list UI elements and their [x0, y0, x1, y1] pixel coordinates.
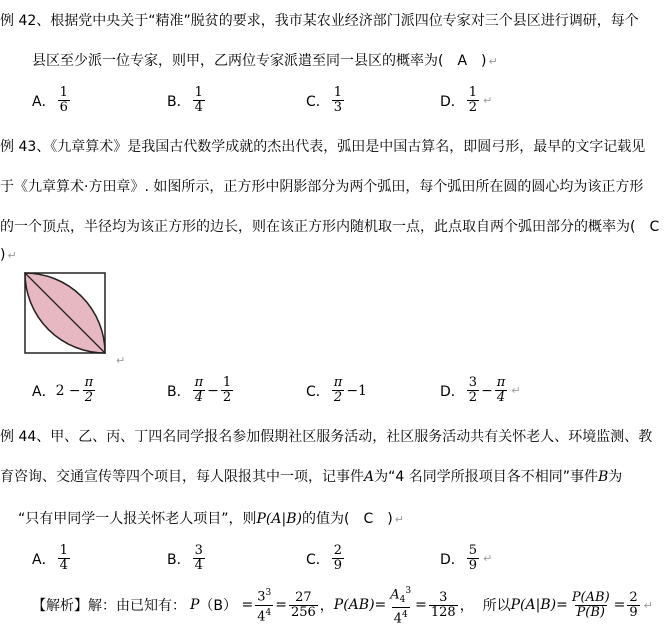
q44-text2a: 育咨询、交通宣传等四个项目，每人限报其中一项，记事件	[0, 469, 364, 485]
exponent: 3	[265, 588, 272, 599]
fraction	[193, 544, 205, 573]
event-b: B	[598, 469, 609, 485]
q43-option-d	[440, 376, 521, 405]
denominator: 4	[194, 558, 203, 573]
return-mark-icon: ↵	[643, 598, 653, 612]
prob-a-given-b: P(A|B)	[510, 597, 557, 614]
denominator: 4	[194, 390, 204, 405]
numerator: 27	[295, 589, 312, 605]
numerator: 1	[194, 85, 203, 100]
expr-pre: 2 −	[55, 382, 81, 399]
numerator: 2	[629, 589, 638, 605]
numerator: 1	[468, 85, 478, 100]
fraction	[332, 544, 344, 573]
expr-post: −1	[346, 382, 367, 399]
q42-option-c	[306, 86, 346, 115]
return-mark-icon: ↵	[394, 513, 404, 526]
fraction	[83, 376, 96, 405]
numerator: 3	[194, 543, 203, 558]
q42-option-b	[167, 86, 207, 115]
analysis-text2: 所以	[482, 598, 511, 615]
q44-line2	[0, 468, 622, 486]
numerator: P(AB)	[571, 589, 610, 605]
denominator: 2	[84, 390, 94, 405]
numerator: π	[333, 375, 343, 390]
q44-text2b: 为“4 名同学所报项目各不相同”事件	[374, 469, 598, 485]
event-a: A	[364, 469, 375, 485]
denominator: 2	[222, 390, 232, 405]
q44-text3a: “只有甲同学一人报关怀老人项目”，则	[18, 511, 257, 527]
fraction	[429, 591, 458, 620]
fraction	[627, 591, 639, 620]
option-label: B．	[167, 93, 191, 110]
q44-option-c	[306, 544, 346, 573]
q43-option-a	[32, 376, 97, 405]
arc-field-figure	[24, 272, 106, 354]
q42-line1	[0, 12, 639, 30]
fraction	[388, 584, 413, 626]
q44-text2c: 为	[608, 469, 623, 485]
base: 3	[257, 589, 266, 605]
arrangement-a: A	[390, 587, 400, 603]
numerator: 1	[59, 543, 68, 558]
q43-option-c	[306, 376, 367, 405]
option-label: D．	[440, 383, 465, 400]
analysis-tag: 【解析】	[32, 598, 88, 615]
q42-text2: 县区至少派一位专家，则甲，乙两位专家派遣至同一县区的概率为( A )	[32, 53, 487, 69]
prob-ab: P(AB)	[333, 597, 375, 614]
denominator: 9	[333, 558, 343, 573]
fraction	[467, 544, 479, 573]
return-mark-icon: ↵	[483, 94, 493, 107]
numerator: 1	[222, 375, 232, 390]
return-mark-icon: ↵	[483, 552, 493, 565]
denominator: 3	[333, 100, 343, 115]
return-mark-icon: ↵	[511, 384, 521, 397]
option-label: D．	[440, 93, 465, 110]
option-label: C．	[306, 551, 330, 568]
q43-text3: 的一个顶点，半径均为该正方形的边长，则在该正方形内随机取一点，此点取自两个弧田部分的概率为( C	[0, 219, 660, 235]
fraction	[332, 376, 345, 405]
denominator	[255, 605, 273, 624]
denominator: 4	[496, 390, 506, 405]
option-label: C．	[306, 93, 330, 110]
denominator: 128	[430, 604, 456, 620]
q44-option-a	[32, 544, 72, 573]
denominator: 4	[194, 100, 203, 115]
numerator: 3	[468, 375, 478, 390]
fraction	[289, 591, 318, 620]
option-label: C．	[306, 383, 330, 400]
q43-line4	[0, 246, 17, 265]
q43-text1: 例 43、《九章算术》是我国古代数学成就的杰出代表，弧田是中国古算名，即圆弓形，最早的文字记载见	[0, 139, 646, 155]
option-label: B．	[167, 551, 191, 568]
numerator: π	[496, 375, 506, 390]
fraction	[495, 376, 508, 405]
q44-text3b: 的值为( C )	[301, 511, 393, 527]
return-mark-icon: ↵	[116, 354, 126, 367]
conditional-prob: P(A|B)	[256, 511, 302, 527]
q43-line3	[0, 218, 659, 236]
numerator: 2	[333, 543, 343, 558]
q43-text4: )	[0, 247, 6, 263]
q44-option-b	[167, 544, 207, 573]
numerator: 3	[439, 589, 448, 605]
base: 4	[393, 611, 402, 626]
q43-line1	[0, 138, 645, 156]
q44-option-d	[440, 544, 492, 573]
return-mark-icon: ↵	[488, 55, 498, 68]
event-b-paren: （B）	[199, 598, 238, 615]
exponent: 4	[265, 607, 272, 618]
q44-line1	[0, 428, 652, 446]
minus-sign: −	[481, 382, 493, 399]
superscript: 3	[405, 586, 412, 596]
q44-text1: 例 44、甲、乙、丙、丁四名同学报名参加假期社区服务活动，社区服务活动共有关怀老人、环境监测、教	[0, 429, 653, 445]
fraction	[58, 544, 70, 573]
fraction	[570, 591, 612, 620]
denominator: 4	[59, 558, 68, 573]
numerator: 1	[333, 85, 343, 100]
exponent: 4	[401, 609, 408, 620]
base: 4	[257, 608, 266, 624]
numerator: π	[84, 375, 94, 390]
fraction	[467, 376, 479, 405]
numerator: 1	[59, 85, 68, 100]
fraction	[58, 86, 70, 115]
denominator: 2	[468, 100, 478, 115]
denominator: 256	[290, 604, 316, 620]
q43-text2: 于《九章算术·方田章》. 如图所示，正方形中阴影部分为两个弧田，每个弧田所在圆的圆心均为该正方形	[0, 179, 644, 195]
prob-p: P	[190, 597, 200, 614]
numerator	[255, 586, 273, 604]
q42-option-d	[440, 86, 492, 115]
q42-option-a	[32, 86, 72, 115]
option-label: A．	[32, 93, 56, 110]
fraction	[332, 86, 344, 115]
denominator	[392, 607, 410, 626]
analysis-line: 【解析】 解：由已知有： P （B） = $\frac{3^3}{4^4}$ = $\frac{27}{256}$ ， P(AB) = $\frac{A_4^3}{4^4}$ = $\frac{3}{128}$ ， 所以 P(A|B) = $\frac{P(AB)}{P(B)}$ = $\frac{2}{9}$ ↵	[32, 586, 653, 626]
q43-option-b	[167, 376, 235, 405]
denominator: 2	[468, 390, 478, 405]
denominator: 6	[59, 100, 68, 115]
numerator	[388, 584, 413, 607]
q44-line3	[18, 510, 404, 529]
denominator: 2	[333, 390, 343, 405]
q43-line2	[0, 178, 643, 196]
denominator: P(B)	[576, 604, 605, 620]
option-label: D．	[440, 551, 465, 568]
fraction	[193, 376, 206, 405]
fraction	[467, 86, 479, 115]
fraction	[221, 376, 233, 405]
return-mark-icon: ↵	[7, 249, 17, 262]
numerator: π	[194, 375, 204, 390]
fraction	[193, 86, 205, 115]
analysis-text1: 解：由已知有：	[88, 598, 186, 615]
q42-line2	[32, 52, 498, 71]
fraction	[255, 586, 273, 624]
option-label: B．	[167, 383, 191, 400]
minus-sign: −	[207, 382, 219, 399]
denominator: 9	[468, 558, 478, 573]
subscript: 4	[399, 594, 406, 605]
denominator: 9	[629, 604, 638, 620]
option-label: A．	[32, 551, 56, 568]
numerator: 5	[468, 543, 478, 558]
q42-text1: 例 42、根据党中央关于“精准”脱贫的要求，我市某农业经济部门派四位专家对三个县区进行调研，每个	[0, 13, 639, 29]
option-label: A．	[32, 383, 56, 400]
